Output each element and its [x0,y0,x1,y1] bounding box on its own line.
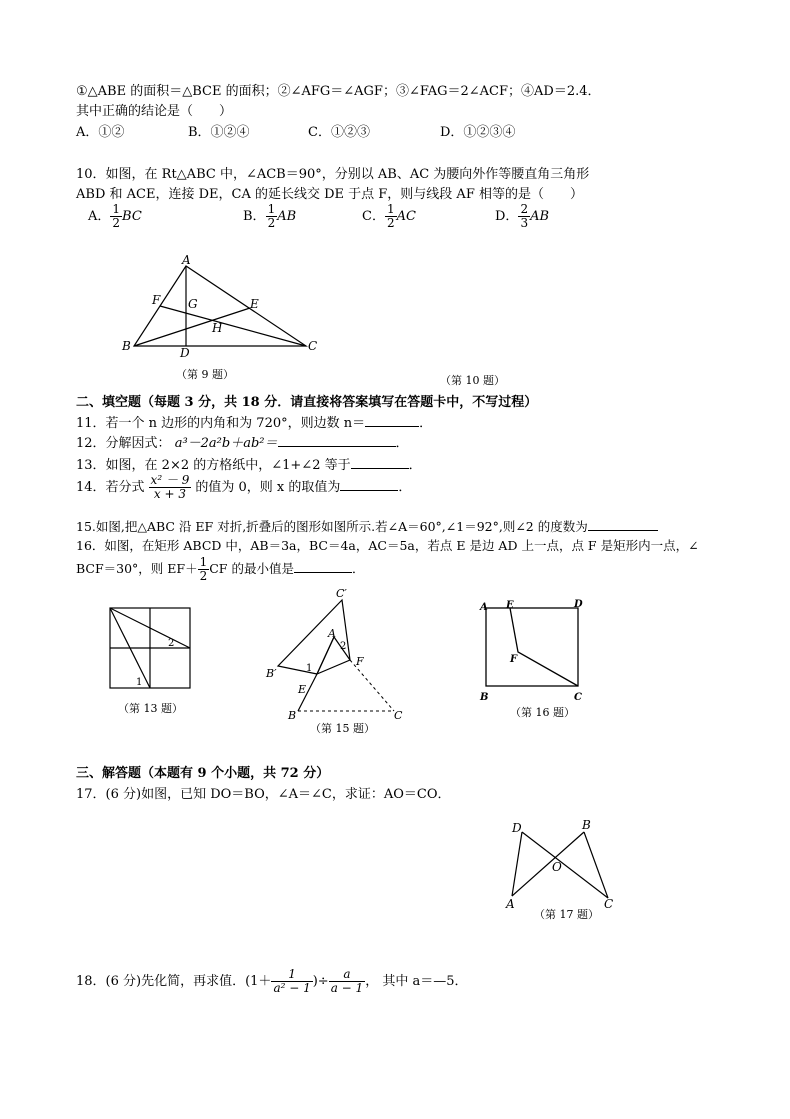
section3-heading: 三、解答题（本题有 9 个小题，共 72 分） [76,766,330,781]
fig16-label-b: B [480,692,489,703]
fig9-label-e: E [250,297,259,311]
q10-option-c: C． $\frac{1}{2}$ AC [362,202,416,230]
q10-option-d: D． $\frac{2}{3}$ AB [495,202,550,230]
fig17-caption: （第 17 题） [534,908,599,921]
section2-heading: 二、填空题（每题 3 分，共 18 分．请直接将答案填写在答题卡中，不写过程） [76,395,538,410]
figure-15 [262,585,412,725]
fraction: $\frac{2}{3}$ [520,202,529,230]
fraction: $\frac{\text{x² － 9}}{x + 3}$ [150,473,190,501]
fig16-label-e: E [506,600,514,611]
fig9-label-f: F [152,293,161,307]
answer-blank [294,560,352,573]
q10-option-b: B． $\frac{1}{2}$ AB [243,202,297,230]
q9-question: 其中正确的结论是（ ） [76,104,233,119]
q18: 18．(6 分)先化简，再求值．(1＋ $\frac{1}{\text{a² − 1}}$ )÷ $\frac{a}{a - 1}$ ， 其中 a＝—5． [76,967,468,995]
answer-blank [278,434,396,447]
fig15-label-b: B [288,709,297,722]
fig15-angle-2: 2 [340,641,347,652]
fig9-label-d: D [180,346,190,358]
fig16-label-f: F [510,654,518,665]
fig16-caption: （第 16 题） [510,706,575,719]
fig15-caption: （第 15 题） [310,722,375,735]
fraction: $\frac{a}{a - 1}$ [330,967,364,995]
q13: 13．如图，在 2×2 的方格纸中，∠1+∠2 等于 ． [76,458,422,473]
q11: 11．若一个 n 边形的内角和为 720°，则边数 n＝ ． [76,416,433,431]
fig13-caption: （第 13 题） [118,702,183,715]
fig17-label-d: D [512,821,522,835]
q15: 15.如图,把△ABC 沿 EF 对折,折叠后的图形如图所示.若∠A＝60°,∠1＝92°,则∠2 的度数为 [76,517,658,535]
fraction: $\frac{1}{2}$ [267,202,276,230]
q9-conclusions: ①△ABE 的面积＝△BCE 的面积；②∠AFG＝∠AGF；③∠FAG＝2∠ACF；④AD＝2.4． [76,84,601,99]
q16-line1: 16．如图，在矩形 ABCD 中，AB＝3a，BC＝4a，AC＝5a，若点 E 是边 AD 上一点，点 F 是矩形内一点，∠ [76,538,699,553]
fig15-label-c: C [394,709,403,722]
fig9-label-c: C [308,339,318,353]
fig15-label-a: A [328,627,336,640]
q16-line2: BCF＝30°，则 EF＋ $\frac{1}{2}$ CF 的最小值是 ． [76,555,365,583]
q14: 14．若分式 $\frac{\text{x² － 9}}{x + 3}$ 的值为 0，则 x 的取值为 ． [76,473,412,501]
fig17-label-o: O [552,860,562,874]
answer-blank [351,456,409,469]
fig13-angle-2: 2 [168,638,175,649]
fig16-label-c: C [574,692,582,703]
answer-blank [588,518,658,531]
figure-9 [118,250,328,358]
q9-option-c: C．①②③ [308,125,370,140]
fig15-label-c-prime: C′ [336,587,347,600]
q9-option-a: A．①② [76,125,125,140]
fig15-label-b-prime: B′ [266,667,277,680]
answer-blank [365,414,419,427]
q10-line2: ABD 和 ACE，连接 DE，CA 的延长线交 DE 于点 F，则与线段 AF 相等的是（ ） [76,187,583,202]
fig17-label-a: A [506,897,515,910]
fig9-label-a: A [182,253,191,267]
fraction: $\frac{1}{\text{a² − 1}}$ [273,967,311,995]
fig9-label-b: B [122,339,131,353]
fig16-label-a: A [480,602,488,613]
figure-17 [500,818,618,910]
fraction: $\frac{1}{2}$ [386,202,395,230]
q12: 12．分解因式： a³－2a²b＋ab²＝ ． [76,436,409,451]
answer-blank [340,478,398,491]
fig17-label-c: C [604,897,614,910]
q17-text: 17．(6 分)如图，已知 DO＝BO，∠A＝∠C，求证：AO＝CO． [76,787,451,802]
fig9-label-g: G [188,297,198,311]
q9-option-d: D．①②③④ [440,125,516,140]
fig13-angle-1: 1 [136,677,143,688]
fig15-angle-1: 1 [306,663,313,674]
fig15-label-f: F [356,655,364,668]
fraction: $\frac{1}{2}$ [112,202,121,230]
q10-line1: 10．如图，在 Rt△ABC 中，∠ACB＝90°，分别以 AB、AC 为腰向外作等腰直角三角形 [76,167,590,182]
figure-13 [108,606,194,692]
q10-option-a: A． $\frac{1}{2}$ BC [88,202,142,230]
fraction: $\frac{1}{2}$ [199,555,208,583]
fig9-label-h: H [212,321,223,335]
q9-option-b: B．①②④ [188,125,250,140]
fig9-caption: （第 9 题） [176,368,234,381]
figure-16 [476,596,590,704]
fig15-label-e: E [298,683,307,696]
fig17-label-b: B [582,818,591,832]
fig16-label-d: D [574,599,583,610]
fig10-caption: （第 10 题） [440,374,505,387]
